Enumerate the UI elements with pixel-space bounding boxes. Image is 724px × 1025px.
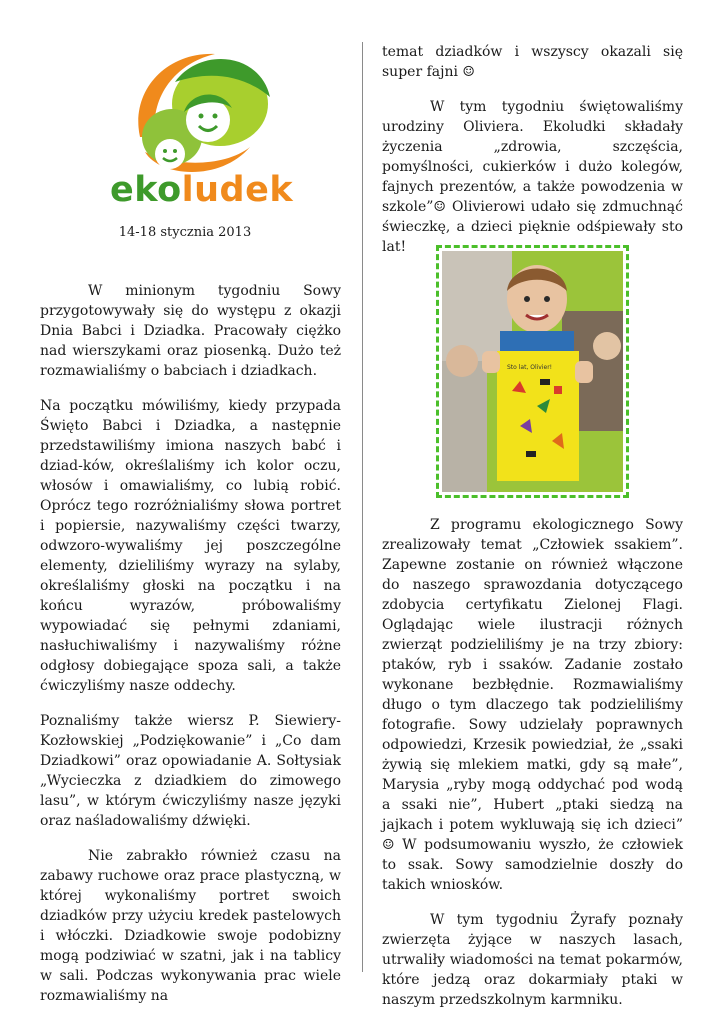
paragraph: W tym tygodniu Żyrafy poznały zwierzęta żyjące w naszych lasach, utrwaliły wiadomości na temat pokarmów, które jedzą oraz dokarmiały ptaki w naszym przedszkolnym karmniku. — [382, 912, 683, 1008]
brand-name — [110, 170, 294, 210]
right-column-top — [382, 42, 683, 272]
paragraph: Nie zabrakło również czasu na zabawy ruchowe oraz prace plastyczną, w której wykonaliśmy portret swoich dziadków przy użyciu kredek pastelowych i włóczki. Dziadkowie swoje podobizny mogą podziwiać w szatni, jak i na tablicy w sali. Podczas wykonywania prac wiele rozmawialiśmy na — [40, 848, 341, 1004]
paragraph: Z programu ekologicznego Sowy zrealizowały temat „Człowiek ssakiem”. Zapewne zostanie on również włączone do naszego sprawozdania dotyczącego zdobycia certyfikatu Zielonej Flagi. Oglądając wiele ilustracji różnych zwierząt podzieliliśmy je na trzy zbiory: ptaków, ryb i ssaków. Zadanie zostało wykonane bezbłędnie. Rozmawialiśmy długo o tym dlaczego tak podzieliliśmy fotografie. Sowy udzielały poprawnych odpowiedzi, Krzesik powiedział, że „ssaki żywią się mlekiem matki, gdy są małe”, Marysia „ryby mogą oddychać pod wodą a ssaki nie”, Hubert „ptaki siedzą na jajkach i potem wykluwają się ich dzieci” ☺ W podsumowaniu wyszło, że człowiek to ssak. Sowy samodzielnie doszły do takich wniosków. — [382, 517, 683, 893]
date-range: 14-18 stycznia 2013 — [118, 225, 252, 240]
paragraph: W tym tygodniu świętowaliśmy urodziny Oliviera. Ekoludki składały życzenia „zdrowia, szczęścia, pomyślności, cukierków i dużo kolegów, fajnych prezentów, a także powodzenia w szkole”☺ Olivierowi udało się zdmuchnąć świeczkę, a dzieci pięknie odśpiewały sto lat! — [382, 99, 683, 255]
paragraph: W minionym tygodniu Sowy przygotowywały się do występu z okazji Dnia Babci i Dziadka. Pracowały ciężko nad wierszykami oraz piosenką. Dużo też rozmawialiśmy o babciach i dziadkach. — [40, 283, 341, 379]
brand-part-eko: eko — [110, 170, 182, 210]
brand-part-ludek: ludek — [181, 170, 294, 210]
paragraph: temat dziadków i wszyscy okazali się super fajni ☺ — [382, 44, 683, 80]
card-text: Sto lat, Olivier! — [507, 364, 553, 371]
column-divider — [362, 42, 363, 972]
paragraph: Poznaliśmy także wiersz P. Siewiery-Kozłowskiej „Podziękowanie” i „Co dam Dziadkowi” oraz opowiadanie A. Sołtysiak „Wycieczka z dziadkiem do zimowego lasu”, w którym ćwiczyliśmy nasze języki oraz naśladowaliśmy dźwięki. — [40, 713, 341, 829]
left-column — [40, 281, 341, 1021]
birthday-photo — [436, 245, 629, 498]
right-column-bottom — [382, 515, 683, 1025]
paragraph: Na początku mówiliśmy, kiedy przypada Święto Babci i Dziadka, a następnie przedstawiliśmy imiona naszych babć i dziad-ków, określaliśmy ich kolor oczu, włosów i omawialiśmy, co lubią robić. Oprócz tego rozróżnialiśmy słowa portret i popiersie, nazywaliśmy części twarzy, odwzoro-wywaliśmy jej poszczególne elementy, dzieliliśmy wyrazy na sylaby, określaliśmy głoski na początku i na końcu wyrazów, próbowaliśmy wypowiadać się pełnymi zdaniami, nasłuchiwaliśmy i nazywaliśmy różne odgłosy dobiegające spoza sali, a także ćwiczyliśmy nasze oddechy. — [40, 398, 341, 694]
